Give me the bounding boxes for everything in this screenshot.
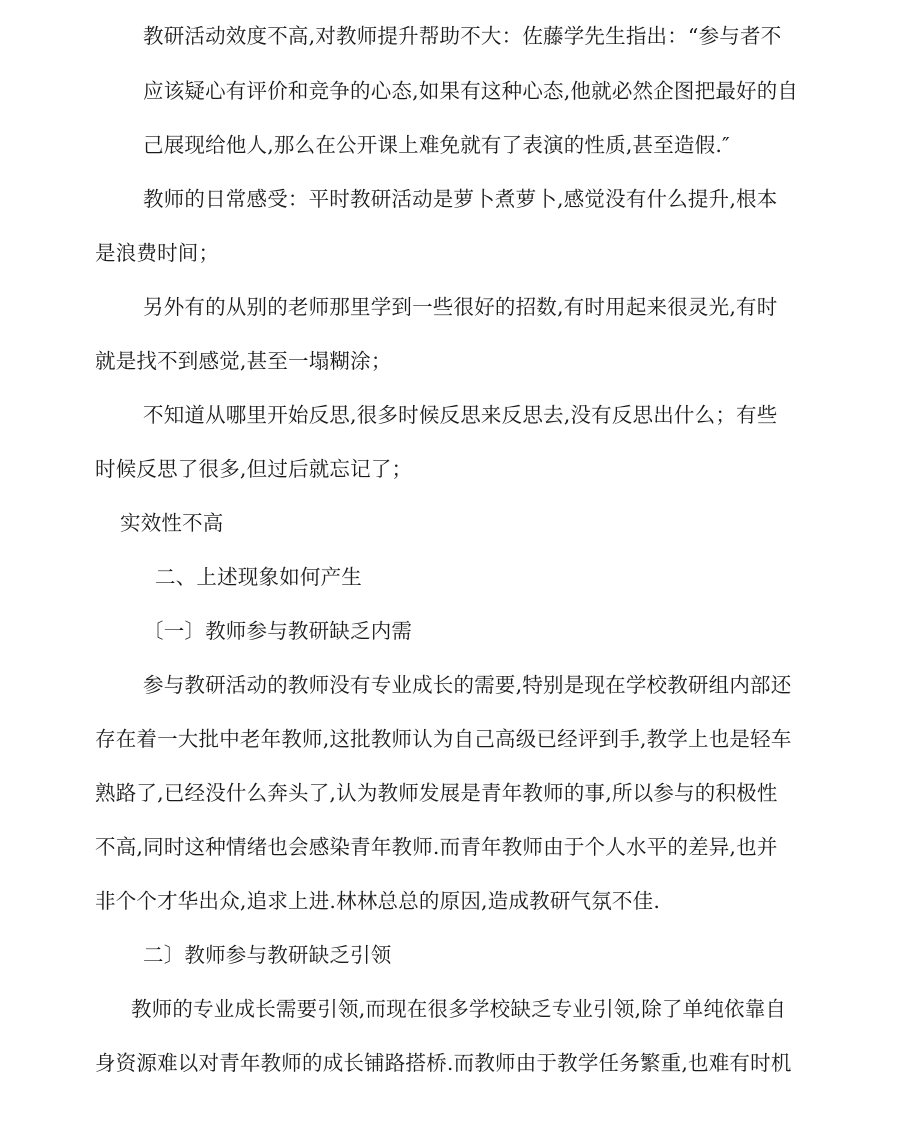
- subheading: 实效性不高: [120, 511, 224, 535]
- paragraph-line: 不知道从哪里开始反思,很多时候反思来反思去,没有反思出什么；有些: [143, 403, 778, 427]
- paragraph-line: 教研活动效度不高,对教师提升帮助不大：佐藤学先生指出：“参与者不: [143, 24, 782, 48]
- paragraph-line: 熟路了,已经没什么奔头了,认为教师发展是青年教师的事,所以参与的积极性: [95, 781, 778, 805]
- paragraph-line: 另外有的从别的老师那里学到一些很好的招数,有时用起来很灵光,有时: [143, 295, 778, 319]
- paragraph-line: 参与教研活动的教师没有专业成长的需要,特别是现在学校教研组内部还: [143, 673, 792, 697]
- paragraph-line: 是浪费时间；: [95, 241, 220, 265]
- section-heading: 二、上述现象如何产生: [155, 565, 362, 589]
- paragraph-line: 时候反思了很多,但过后就忘记了；: [95, 457, 413, 481]
- paragraph-line: 己展现给他人,那么在公开课上难免就有了表演的性质,甚至造假.″: [143, 133, 730, 157]
- paragraph-line: 存在着一大批中老年教师,这批教师认为自己高级已经评到手,教学上也是轻车: [95, 727, 792, 751]
- subsection-heading: 〔一〕教师参与教研缺乏内需: [143, 619, 413, 643]
- subsection-heading: 二〕教师参与教研缺乏引领: [143, 943, 392, 967]
- paragraph-line: 就是找不到感觉,甚至一塌糊涂；: [95, 349, 392, 373]
- paragraph-line: 应该疑心有评价和竞争的心态,如果有这种心态,他就必然企图把最好的自: [143, 79, 799, 103]
- paragraph-line: 非个个才华出众,追求上进.林林总总的原因,造成教研气氛不佳.: [95, 889, 661, 913]
- paragraph-line: 不高,同时这种情绪也会感染青年教师.而青年教师由于个人水平的差异,也并: [95, 835, 778, 859]
- paragraph-line: 教师的日常感受：平时教研活动是萝卜煮萝卜,感觉没有什么提升,根本: [143, 187, 778, 211]
- paragraph-line: 身资源难以对青年教师的成长铺路搭桥.而教师由于教学任务繁重,也难有时机: [95, 1051, 792, 1075]
- paragraph-line: 教师的专业成长需要引领,而现在很多学校缺乏专业引领,除了单纯依靠自: [131, 997, 787, 1021]
